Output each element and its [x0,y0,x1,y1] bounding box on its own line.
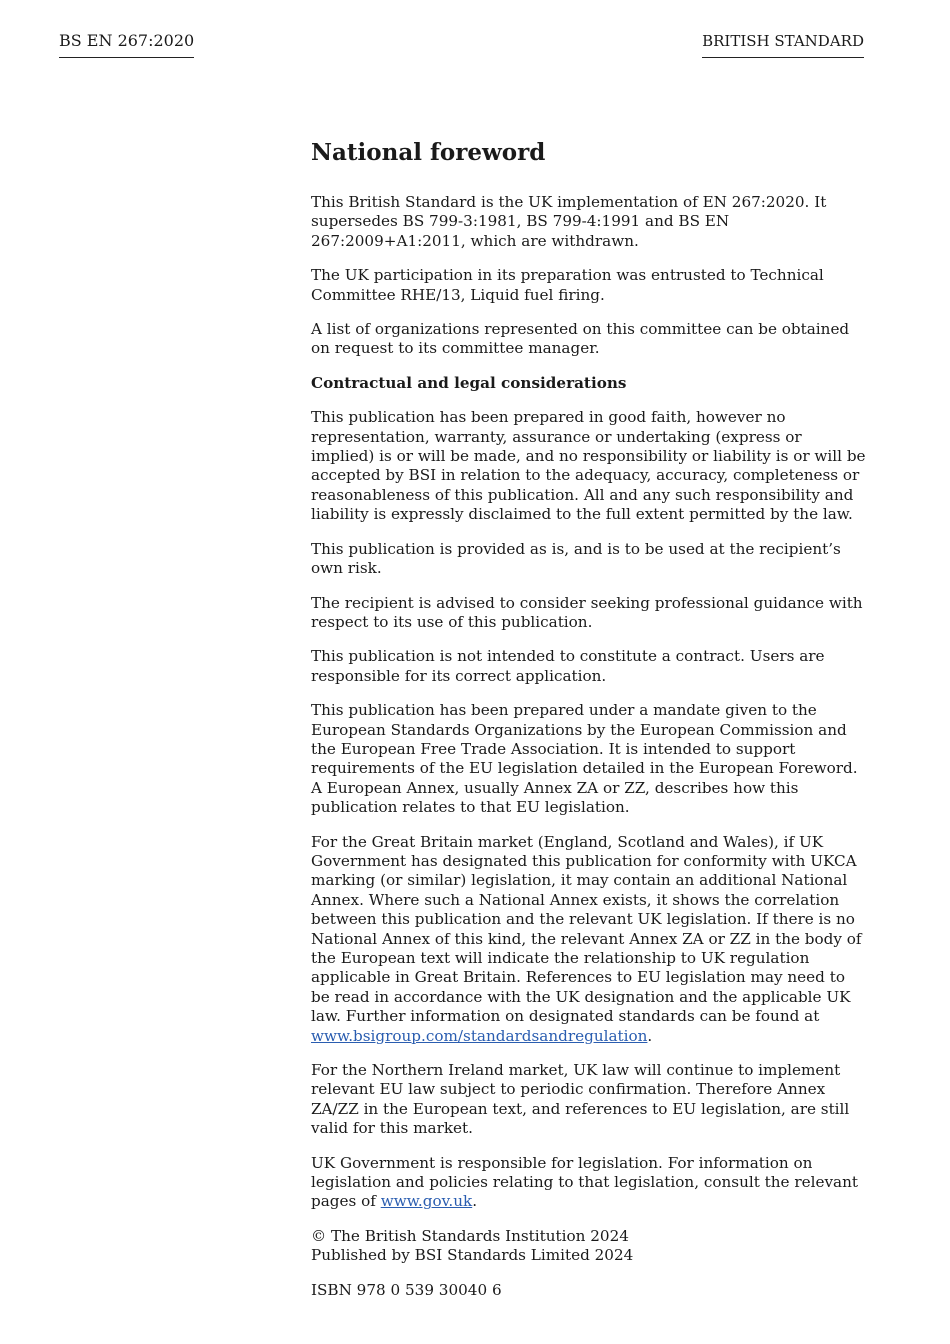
paragraph-own-risk: This publication is provided as is, and is to be used at the recipient’s own risk. [311,539,841,578]
paragraph-committee: The UK participation in its preparation was entrusted to Technical Committee RHE/13, Liquid fuel firing. [311,266,824,304]
paragraph-great-britain-text: For the Great Britain market (England, Scotland and Wales), if UK Government has designated this publication for conformity with UKCA marking (or similar) legislation, it may contain an additional National Annex. Where such a National Annex exists, it shows the correlation between this publication and the relevant UK legislation. If there is no National Annex of this kind, the relevant Annex ZA or ZZ in the body of the European text will indicate the relationship to UK regulation applicable in Great Britain. References to EU legislation may need to be read in accordance with the UK designation and the applicable UK law. Further information on designated standards can be found at [311,832,862,1026]
gov-uk-link[interactable]: www.gov.uk [380,1192,473,1211]
punctuation: . [647,1026,653,1045]
document-id: BS EN 267:2020 [59,31,194,58]
bsi-regulation-link[interactable]: www.bsigroup.com/standardsandregulation [311,1026,648,1045]
paragraph-uk-government-text: UK Government is responsible for legislation. For information on legislation and policies relating to that legislation, consult the relevant pages of [311,1153,858,1211]
publisher-line: Published by BSI Standards Limited 2024 [311,1246,634,1265]
isbn: ISBN 978 0 539 30040 6 [311,1280,502,1299]
paragraph-uk-government [311,1154,867,1212]
paragraph-good-faith: This publication has been prepared in good faith, however no representation, warranty, assurance or undertaking (express or implied) is or will be made, and no responsibility or liability is or will be accepted by BSI in relation to the adequacy, accuracy, completeness or reasonableness of this publication. All and any such responsibility and liability is expressly disclaimed to the full extent permitted by the law. [311,408,866,524]
paragraph-organizations: A list of organizations represented on this committee can be obtained on request to its committee manager. [311,320,850,358]
foreword-section [311,138,867,1315]
series-label: BRITISH STANDARD [702,31,864,58]
paragraph-guidance: The recipient is advised to consider seeking professional guidance with respect to its use of this publication. [311,593,863,631]
copyright-block [311,1227,867,1266]
paragraph-mandate: This publication has been prepared under a mandate given to the European Standards Organizations by the European Commission and the European Free Trade Association. It is intended to support requirements of the EU legislation detailed in the European Foreword. A European Annex, usually Annex ZA or ZZ, describes how this publication relates to that EU legislation. [311,701,858,817]
paragraph-implementation: This British Standard is the UK implementation of EN 267:2020. It supersedes BS 799-3:1981, BS 799-4:1991 and BS EN 267:2009+A1:2011, which are withdrawn. [311,193,827,250]
copyright-line: © The British Standards Institution 2024 [311,1226,629,1245]
page-title: National foreword [311,139,546,166]
paragraph-northern-ireland: For the Northern Ireland market, UK law will continue to implement relevant EU law subject to periodic confirmation. Therefore Annex ZA/ZZ in the European text, and references to EU legislation, are still valid for this market. [311,1061,850,1138]
section-heading: Contractual and legal considerations [311,373,627,392]
paragraph-great-britain [311,833,867,1046]
punctuation: . [472,1192,478,1211]
paragraph-contract: This publication is not intended to constitute a contract. Users are responsible for its correct application. [311,647,825,685]
